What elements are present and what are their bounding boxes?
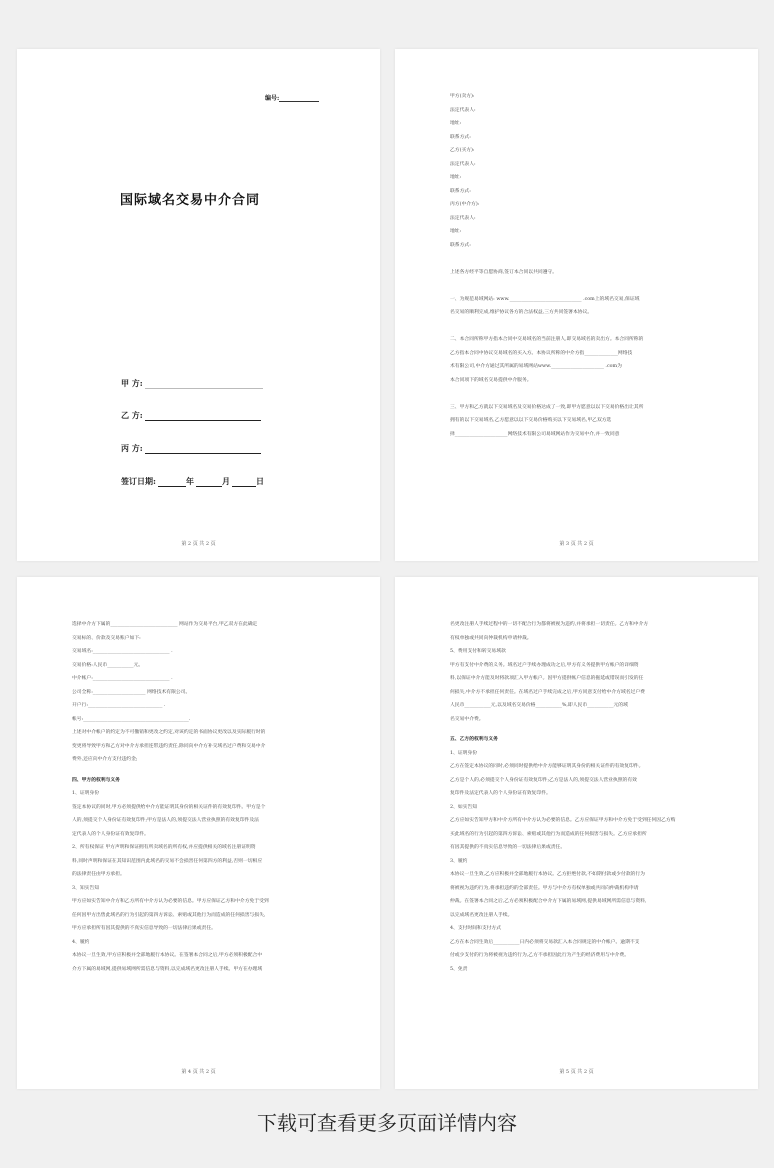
page-number: 第 4 页 共 2 页 xyxy=(181,1069,216,1075)
text-line: 三、甲方和乙方就以下交易域名及交易价格达成了一致,即甲方愿意以以下交易价格出让其所 xyxy=(450,404,644,410)
text-line: 法定代表人: xyxy=(450,215,476,221)
contract-page-5 xyxy=(395,577,758,1089)
text-line: 法定代表人: xyxy=(450,161,476,167)
text-line: 乙方(买方): xyxy=(450,148,475,153)
month-label: 月 xyxy=(221,476,230,486)
text-line: 丙方(中介方): xyxy=(450,202,480,207)
text-line: 甲方有支付中介费的义务。域名过户手续办理成功之后,甲方有义务提供甲方帐户的详细资 xyxy=(450,662,639,668)
text-line: 2、所有权保证 甲方声明和保证拥有所卖域名的所有权,并应提供相关的域名注册证明资 xyxy=(72,845,256,850)
text-line: 仲裁。在签署本合同之后,乙方必须积极配合中介方下属的易域网,提供易域网所需信息与资料, xyxy=(450,899,647,904)
text-line: 2、如实告知 xyxy=(450,804,478,810)
text-line: 乙方应如实告知甲方和中介方所有中介方认为必要的信息。乙方应保证甲方和中介方免于受到任何因乙方购 xyxy=(450,818,676,823)
spacer xyxy=(450,279,712,293)
text-line: 3、知实告知 xyxy=(72,885,100,891)
party-b-line xyxy=(145,412,261,421)
text-line: 乙方在本合同生效后___________日内必须将交易款汇入本合同规定的中介帐户。逾期不支 xyxy=(450,939,640,945)
text-line: 4、支付时间和支付方式 xyxy=(450,926,502,931)
text-line: 地址: xyxy=(450,175,462,180)
text-line: 甲方应如实告知中介方和乙方所有中介方认为必要的信息。甲方应保证乙方和中介方免于受到 xyxy=(72,899,269,904)
page-number: 第 3 页 共 2 页 xyxy=(559,541,594,547)
text-line: 名更改注册人手续过程中的一切不配合行为都将被视为违约,并将承担一切责任。乙方和中介方 xyxy=(450,622,649,627)
text-line: 乙方是个人的,必须提交个人身份证有效复印件;乙方是法人的,须提交法人营业执照的有效 xyxy=(450,777,637,783)
spacer xyxy=(450,387,712,401)
sign-date-label: 签订日期: xyxy=(121,476,156,486)
text-line: 介方下属的易域网,提供易域网所需信息与资料,以完成域名更改注册人手续。甲方在办理域 xyxy=(72,966,263,972)
section-heading: 五、乙方的权利与义务 xyxy=(450,736,498,742)
text-line: 交易价格:人民币___________元。 xyxy=(72,662,144,668)
text-line: 法定代表人: xyxy=(450,107,476,113)
text-line: 本协议一旦生效,甲方应积极并全部地履行本协议。在签署本合同之后,甲方必须积极配合中 xyxy=(72,953,263,958)
text-line: 任何因甲方出售此域名的行为引起的第四方诉讼、索赔或其他行为而造成的任何损害与损失, xyxy=(72,912,266,918)
text-line: 复印件及法定代表人的个人身份证有效复印件。 xyxy=(450,791,551,796)
text-line: 交易标的、价款及交易账户如下: xyxy=(72,635,141,641)
text-line: 名交易的顺利完成,维护协议各方的合法权益,三方共同签署本协议。 xyxy=(450,310,593,315)
spacer xyxy=(72,767,334,774)
number-underline xyxy=(279,95,319,102)
text-line: 5、费用支付和转交易域款 xyxy=(450,649,506,654)
text-line: 有因其提供的不真实信息导致的一切法律后果或责任。 xyxy=(450,845,566,850)
contract-page-3 xyxy=(395,49,758,561)
text-line: 签定本协议的同时,甲方必须提供给中介方能证明其身份的相关证件的有效复印件。甲方是个 xyxy=(72,804,266,810)
page-body xyxy=(450,90,712,441)
month-line xyxy=(196,478,222,487)
party-c-line xyxy=(145,445,261,454)
text-line: 联系方式: xyxy=(450,242,471,248)
contract-page-4 xyxy=(17,577,380,1089)
text-line: 地址: xyxy=(450,229,462,234)
document-title: 国际域名交易中介合同 xyxy=(120,193,261,208)
text-line: 术有限公司,中介方通过其所属的易域网站www.______________________ .com为 xyxy=(450,364,622,369)
text-line: 甲方应承担所有因其提供的不真实信息导致的一切法律后果或责任。 xyxy=(72,926,216,931)
spacer xyxy=(450,320,712,334)
text-line: 5、免责 xyxy=(450,966,468,972)
party-a-label: 甲 方: xyxy=(121,378,143,388)
year-line xyxy=(158,478,186,487)
text-line: 地址: xyxy=(450,121,462,126)
party-a-row xyxy=(121,378,263,389)
text-line: 人的,须提交个人身份证有效复印件;甲方是法人的,须提交法人营业执照的有效复印件及法 xyxy=(72,818,259,823)
text-line: 有权单独或共同向仲裁机构申请仲裁。 xyxy=(450,635,532,641)
text-line: 帐号:____________________________________________. xyxy=(72,716,191,722)
page-body xyxy=(72,618,334,976)
text-line: 名交易中介费。 xyxy=(450,716,484,722)
text-line: 拥有的以下交易域名,乙方愿意以以下交易价格购买以下交易域名,甲乙双方选 xyxy=(450,418,612,423)
text-line: 二、本合同所称甲方指本合同中交易域名的当前注册人,即交易域名的卖出方。本合同所称的 xyxy=(450,337,644,342)
party-b-label: 乙 方: xyxy=(121,410,143,420)
text-line: 本合同项下的域名交易提供中介服务。 xyxy=(450,377,532,383)
text-line: 付或少支付的行为将被视为违约行为,乙方不承担因此行为产生的经济费用与中介费。 xyxy=(450,953,630,958)
text-line: 以完成域名更改注册人手续。 xyxy=(450,912,513,918)
party-c-label: 丙 方: xyxy=(121,443,143,453)
text-line: 中介帐户:________________________________ . xyxy=(72,676,173,681)
text-line: 择______________________网络技术有限公司易域网站作为交易中介,并一致同意 xyxy=(450,431,620,437)
text-line: 何损失,中介方不承担任何责任。在域名过户手续完成之后,甲方同意支付给中介方域名过户费 xyxy=(450,689,645,695)
text-line: 一、为规范易域网站: www.______________________________ .com上的域名交易,保证域 xyxy=(450,296,640,302)
contract-number-field: 编号: xyxy=(265,93,319,102)
page-number: 第 5 页 共 2 页 xyxy=(559,1069,594,1075)
cover-page xyxy=(17,49,380,561)
text-line: 4、履约 xyxy=(72,939,90,945)
party-b-row xyxy=(121,410,261,421)
intro-line: 上述各方经平等自愿协商,签订本合同以共同遵守。 xyxy=(450,269,558,275)
text-line: 定代表人的个人身份证有效复印件。 xyxy=(72,831,149,837)
spacer xyxy=(450,726,712,733)
text-line: 联系方式: xyxy=(450,188,471,194)
download-more-prompt[interactable]: 下载可查看更多页面详情内容 xyxy=(257,1111,517,1135)
text-line: 1、证明身份 xyxy=(72,791,100,796)
day-line xyxy=(232,478,256,487)
text-line: 公司全称:______________________ 网络技术有限公司。 xyxy=(72,689,191,695)
text-line: 料,同时声明和保证在其知识范围内此域名的交易不会损害任何第四方的利益,否则一切相应 xyxy=(72,858,263,864)
page-body xyxy=(450,618,712,976)
year-label: 年 xyxy=(185,476,194,486)
party-a-line xyxy=(145,380,263,389)
text-line: 人民币___________元,以及域名交易价格___________%,即人民币___________元的域 xyxy=(450,703,628,708)
text-line: 费外,还应向中介方支付违约金; xyxy=(72,757,138,762)
text-line: 上述对中介帐户的约定为不可撤销和更改之约定,对该约定的书面协议更改以及实际履行时的 xyxy=(72,730,266,735)
text-line: 变更将导致甲方和乙方对中介方承担连带违约责任,除同向中介方补交域名过户费和交易中介 xyxy=(72,743,266,749)
text-line: 乙方在签定本协议的同时,必须同时提供给中介方能够证明其身份的相关证件的有效复印件。 xyxy=(450,764,644,769)
text-line: 3、履约 xyxy=(450,858,468,864)
text-line: 将被视为违约行为,将承担违约的全部责任。甲方与中介方有权单独或共同向仲裁机构申请 xyxy=(450,885,639,891)
text-line: 开户行:_______________________________ . xyxy=(72,703,166,708)
day-label: 日 xyxy=(255,476,264,486)
text-line: 1、证明身份 xyxy=(450,750,478,756)
text-line: 本协议一旦生效,乙方应积极并全部地履行本协议。乙方拒绝付款,不如期付款或少付款的行为 xyxy=(450,872,645,877)
text-line: 交易域名:________________________________ . xyxy=(72,649,173,654)
text-line: 甲方(卖方): xyxy=(450,94,475,99)
text-line: 料,以保证中介方能及时将款项汇入甲方帐户。因甲方提供帐户信息的拖延或错误而引发的任 xyxy=(450,676,644,681)
text-line: 买此域名的行为引起的第四方诉讼、索赔或其他行为而造成的任何损害与损失。乙方应承担所 xyxy=(450,831,647,837)
text-line: 联系方式: xyxy=(450,134,471,140)
page-number: 第 2 页 共 2 页 xyxy=(181,541,216,547)
text-line: 选择中介方下属的____________________________ 网站作为交易平台,甲乙双方在此确定 xyxy=(72,622,258,627)
section-heading: 四、甲方的权利与义务 xyxy=(72,776,120,783)
sign-date-row xyxy=(121,476,264,487)
text-line: 的法律责任由甲方承担。 xyxy=(72,872,125,877)
party-c-row xyxy=(121,443,261,454)
spacer xyxy=(450,252,712,266)
text-line: 乙方指本合同中协议交易域名的买入方。本协议所称的中介方指______________网络技 xyxy=(450,350,633,356)
